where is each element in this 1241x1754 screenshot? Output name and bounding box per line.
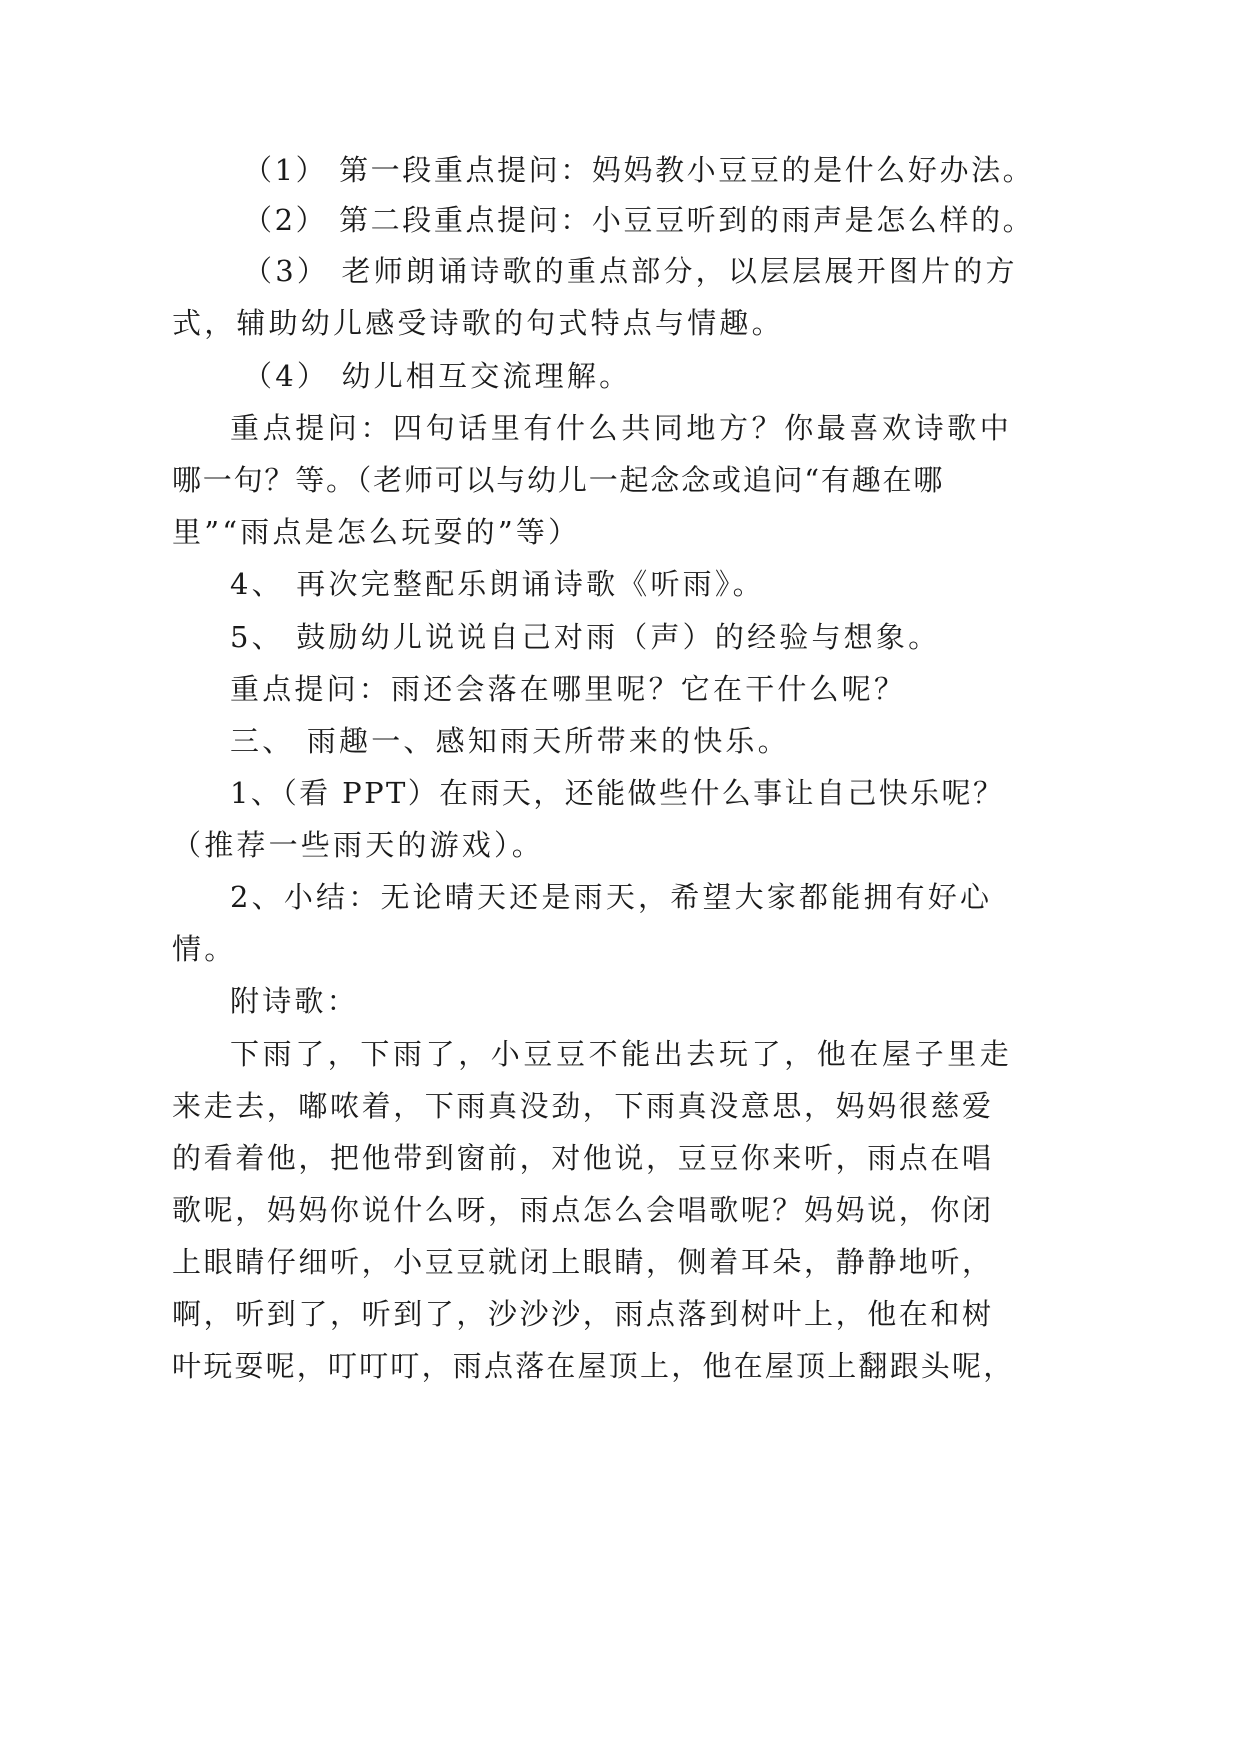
paragraph-line: 下雨了，下雨了，小豆豆不能出去玩了，他在屋子里走 [230, 1037, 1013, 1071]
paragraph-line: 哪一句？等。（老师可以与幼儿一起念念或追问“有趣在哪 [172, 463, 945, 497]
paragraph-line: 歌呢，妈妈你说什么呀，雨点怎么会唱歌呢？妈妈说，你闭 [172, 1193, 994, 1227]
paragraph-line: （3） 老师朗诵诗歌的重点部分，以层层展开图片的方 [243, 254, 1018, 288]
paragraph-line: 来走去，嘟哝着，下雨真没劲，下雨真没意思，妈妈很慈爱 [172, 1089, 994, 1123]
paragraph-line: 三、 雨趣一、感知雨天所带来的快乐。 [230, 724, 790, 758]
paragraph-line: （2） 第二段重点提问：小豆豆听到的雨声是怎么样的。 [243, 203, 1035, 237]
paragraph-line: 啊，听到了，听到了，沙沙沙，雨点落到树叶上，他在和树 [172, 1297, 994, 1331]
paragraph-line: 5、 鼓励幼儿说说自己对雨（声）的经验与想象。 [230, 620, 941, 654]
paragraph-line: 式，辅助幼儿感受诗歌的句式特点与情趣。 [172, 306, 784, 340]
paragraph-line: 情。 [172, 932, 237, 966]
paragraph-line: 附诗歌： [230, 984, 359, 1018]
paragraph-line: 重点提问：四句话里有什么共同地方？你最喜欢诗歌中 [230, 411, 1013, 445]
paragraph-line: （4） 幼儿相互交流理解。 [243, 359, 632, 393]
paragraph-line: （1） 第一段重点提问：妈妈教小豆豆的是什么好办法。 [243, 153, 1035, 187]
paragraph-line: 重点提问：雨还会落在哪里呢？它在干什么呢？ [230, 672, 907, 706]
paragraph-line: 叶玩耍呢，叮叮叮，雨点落在屋顶上，他在屋顶上翻跟头呢， [172, 1349, 1015, 1383]
paragraph-line: 1、（看 PPT）在雨天，还能做些什么事让自己快乐呢？ [230, 776, 1005, 810]
paragraph-line: 4、 再次完整配乐朗诵诗歌《听雨》。 [230, 567, 765, 601]
paragraph-line: 上眼睛仔细听，小豆豆就闭上眼睛，侧着耳朵，静静地听， [172, 1245, 994, 1279]
paragraph-line: 的看着他，把他带到窗前，对他说，豆豆你来听，雨点在唱 [172, 1141, 994, 1175]
paragraph-line: 里”“雨点是怎么玩耍的”等） [172, 515, 581, 549]
paragraph-line: 2、小结：无论晴天还是雨天，希望大家都能拥有好心 [230, 880, 993, 914]
paragraph-line: （推荐一些雨天的游戏）。 [172, 828, 544, 862]
